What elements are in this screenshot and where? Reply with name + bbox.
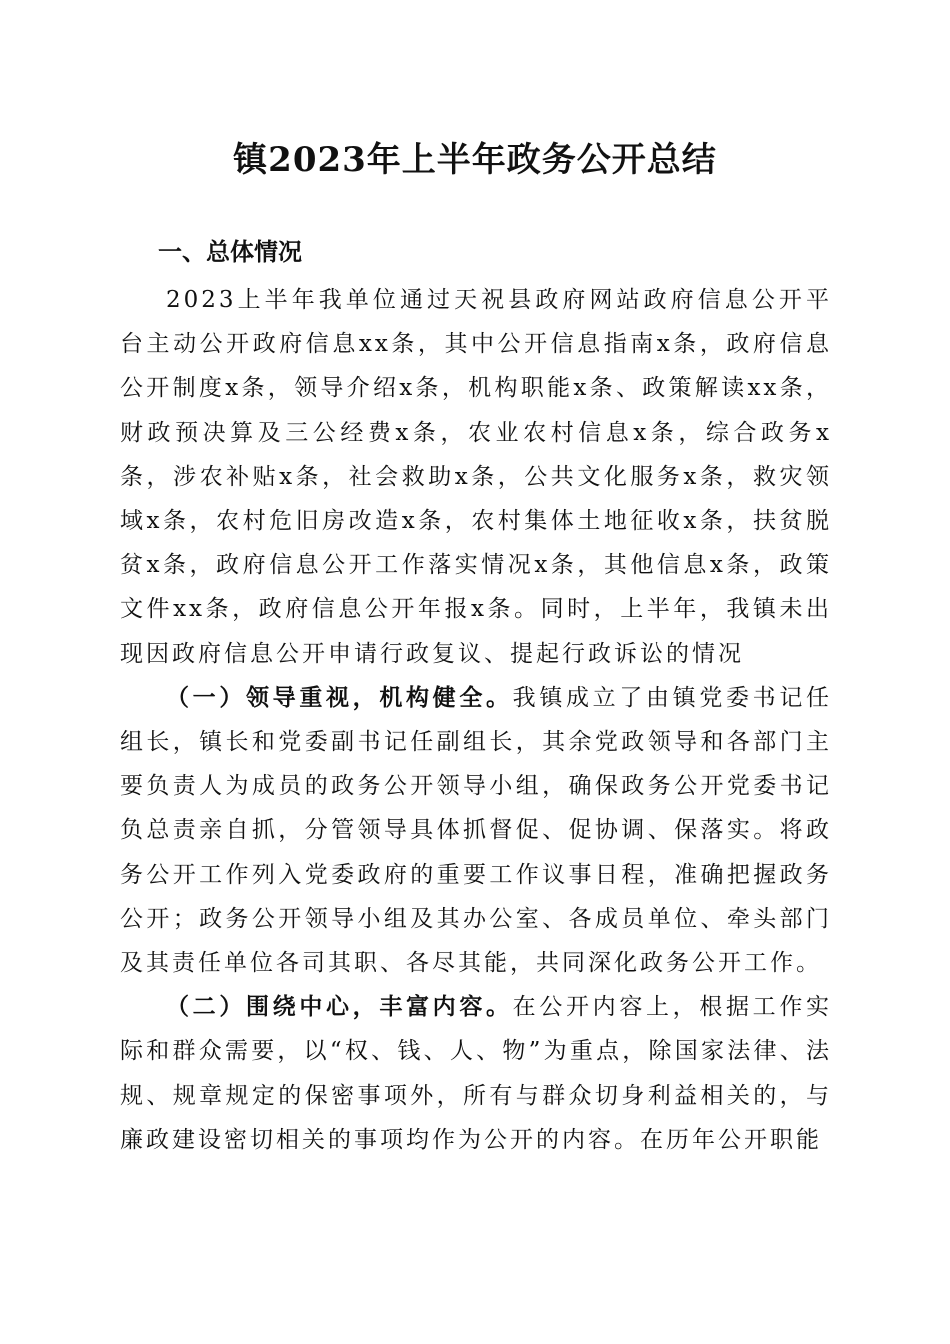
document-body xyxy=(120,278,832,1162)
paragraph-overview: 2023上半年我单位通过天祝县政府网站政府信息公开平台主动公开政府信息xx条，其中公开信息指南x条，政府信息公开制度x条，领导介绍x条，机构职能x条、政策解读xx条，财政预决算及三公经费x条，农业农村信息x条，综合政务x条，涉农补贴x条，社会救助x条，公共文化服务x条，救灾领域x条，农村危旧房改造x条，农村集体土地征收x条，扶贫脱贫x条，政府信息公开工作落实情况x条，其他信息x条，政策文件xx条，政府信息公开年报x条。同时，上半年，我镇未出现因政府信息公开申请行政复议、提起行政诉讼的情况 xyxy=(120,287,832,667)
paragraph-leadership-body: 我镇成立了由镇党委书记任组长，镇长和党委副书记任副组长，其余党政领导和各部门主要负责人为成员的政务公开领导小组，确保政务公开党委书记负总责亲自抓，分管领导具体抓督促、促协调、保落实。将政务公开工作列入党委政府的重要工作议事日程，准确把握政务公开；政务公开领导小组及其办公室、各成员单位、牵头部门及其责任单位各司其职、各尽其能，共同深化政务公开工作。 xyxy=(120,684,833,977)
paragraph-content-body: 在公开内容上，根据工作实际和群众需要，以“权、钱、人、物”为重点，除国家法律、法规、规章规定的保密事项外，所有与群众切身利益相关的，与廉政建设密切相关的事项均作为公开的内容。在历年公开职能 xyxy=(120,994,833,1153)
document-title: 镇2023年上半年政务公开总结 xyxy=(233,140,717,180)
paragraph-content xyxy=(120,985,832,1162)
paragraph-content-lead: （二）围绕中心，丰富内容。 xyxy=(166,993,513,1021)
section-heading-overall: 一、总体情况 xyxy=(158,238,302,266)
paragraph-leadership xyxy=(120,676,832,985)
paragraph-leadership-lead: （一）领导重视，机构健全。 xyxy=(166,683,513,711)
